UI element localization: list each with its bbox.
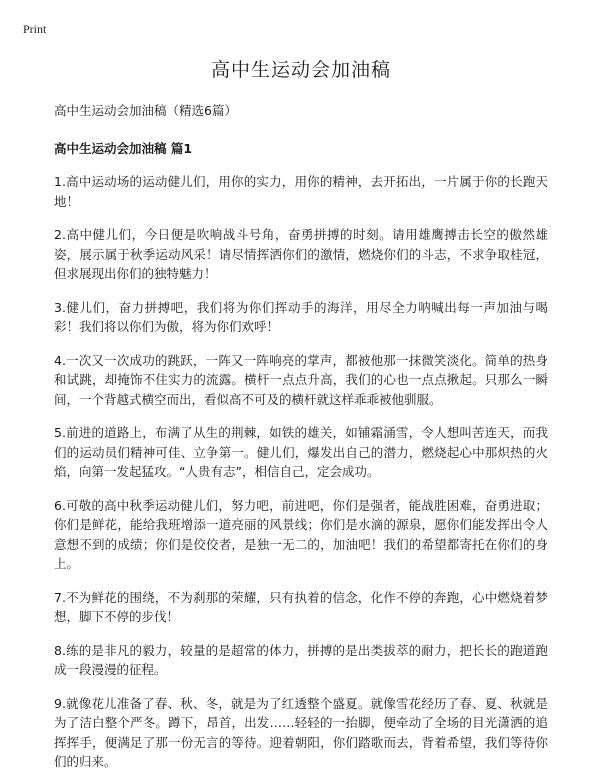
paragraph-7: 7.不为鲜花的围绕，不为刹那的荣耀，只有执着的信念，化作不停的奔跑，心中燃烧着梦想，脚下不停的步伐！: [54, 589, 548, 624]
document-title: 高中生运动会加油稿: [210, 59, 391, 81]
section-title: 高中生运动会加油稿 篇1: [54, 141, 193, 156]
paragraph-8: 8.练的是非凡的毅力，较量的是超常的体力，拼搏的是出类拔萃的耐力，把长长的跑道跑成一段漫漫的征程。: [54, 642, 548, 677]
paragraph-4: 4.一次又一次成功的跳跃，一阵又一阵响亮的掌声，都被他那一抹微笑淡化。简单的热身和试跳，却掩饰不住实力的流露。横杆一点点升高，我们的心也一点点揪起。只那么一瞬间，一个背越式横空而出，看似高不可及的横杆就这样乖乖被他驯服。: [54, 352, 548, 407]
paragraph-5: 5.前进的道路上，布满了从生的荆棘，如铁的雄关，如铺霜涌雪，令人想叫苦连天，而我们的运动员们精神可佳、立争第一。健儿们，爆发出自己的潜力，燃烧起心中那炽热的火焰，向第一发起猛攻。“人贵有志”，相信自己，定会成功。: [54, 425, 548, 479]
paragraph-3: 3.健儿们，奋力拼搏吧，我们将为你们挥动手的海洋，用尽全力呐喊出每一声加油与喝彩！我们将以你们为傲，将为你们欢呼！: [54, 299, 548, 334]
print-link[interactable]: Print: [23, 22, 47, 36]
paragraph-6: 6.可敬的高中秋季运动健儿们，努力吧，前进吧，你们是强者，能战胜困难，奋勇进取；你们是鲜花，能给我班增添一道亮丽的风景线；你们是水滴的源泉，愿你们能发挥出令人意想不到的成绩；你们是佼佼者，是独一无二的，加油吧！我们的希望都寄托在你们的身上。: [54, 497, 548, 571]
paragraph-1: 1.高中运动场的运动健儿们，用你的实力，用你的精神，去开拓出，一片属于你的长跑天地！: [54, 174, 548, 209]
paragraph-9: 9.就像花儿准备了春、秋、冬，就是为了红透整个盛夏。就像雪花经历了春、夏、秋就是为了洁白整个严冬。蹲下，昂首，出发……轻轻的一抬脚，便牵动了全场的目光潇洒的追挥挥手，便满足了那一份无言的等待。迎着朝阳，你们踏歌而去，背着希望，我们等待你们的归来。: [54, 695, 548, 769]
document-subtitle: 高中生运动会加油稿（精选6篇）: [54, 103, 237, 118]
paragraph-2: 2.高中健儿们，今日便是吹响战斗号角，奋勇拼搏的时刻。请用雄鹰搏击长空的傲然雄姿，展示属于秋季运动风采！请尽情挥洒你们的激情，燃烧你们的斗志，不求争取桂冠，但求展现出你们的独特魅力！: [54, 227, 548, 281]
